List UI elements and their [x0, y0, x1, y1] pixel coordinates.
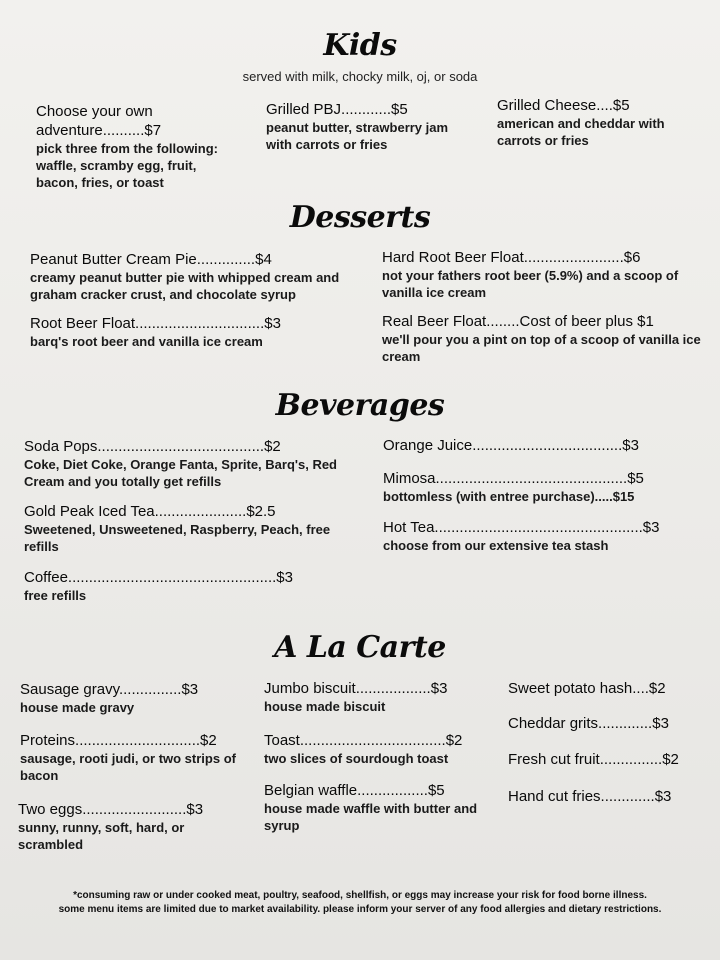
item-desc: barq's root beer and vanilla ice cream [30, 334, 263, 349]
item-name: Sweet potato hash....$2 [508, 680, 666, 697]
item-desc: pick three from the following: waffle, scramby egg, fruit, bacon, fries, or toast [36, 141, 219, 190]
menu-item [264, 781, 489, 834]
menu-item [266, 100, 466, 153]
menu-item [36, 102, 236, 191]
item-desc: sunny, runny, soft, hard, or scrambled [18, 820, 185, 852]
item-desc: Sweetened, Unsweetened, Raspberry, Peach, free refills [24, 522, 331, 554]
item-name: Real Beer Float........Cost of beer plus $1 [382, 313, 654, 330]
menu-item [264, 679, 489, 715]
item-name: Peanut Butter Cream Pie..............$4 [30, 251, 272, 268]
item-name: Cheddar grits.............$3 [508, 715, 669, 732]
item-name: Orange Juice....................................$3 [383, 437, 639, 454]
menu-item [24, 568, 324, 604]
item-name: Soda Pops........................................$2 [24, 438, 281, 455]
item-desc: house made gravy [20, 700, 135, 715]
item-name: Gold Peak Iced Tea......................$2.5 [24, 503, 276, 520]
kids-heading: Kids [323, 28, 397, 63]
item-name: Hot Tea..................................................$3 [383, 519, 660, 536]
item-name: Coffee..................................................$3 [24, 569, 293, 586]
menu-item [508, 787, 708, 806]
item-desc: we'll pour you a pint on top of a scoop of vanilla ice cream [382, 332, 701, 364]
menu-item [383, 469, 703, 505]
item-desc: creamy peanut butter pie with whipped cream and graham cracker crust, and chocolate syrup [30, 270, 340, 302]
menu-item [508, 679, 708, 698]
item-name: Jumbo biscuit..................$3 [264, 680, 448, 697]
footer-disclaimer: *consuming raw or under cooked meat, poultry, seafood, shellfish, or eggs may increase your risk for food borne illness. [73, 890, 647, 901]
item-name: Choose your own adventure..........$7 [36, 103, 162, 139]
item-name: Sausage gravy...............$3 [20, 681, 199, 698]
item-name: Grilled Cheese....$5 [497, 97, 630, 114]
item-desc: Coke, Diet Coke, Orange Fanta, Sprite, Barq's, Red Cream and you totally get refills [24, 457, 338, 489]
menu-item [24, 437, 354, 490]
footer-note: some menu items are limited due to market availability. please inform your server of any food allergies and dietary restrictions. [58, 904, 662, 915]
item-name: Hand cut fries.............$3 [508, 788, 672, 805]
menu-item [508, 714, 708, 733]
item-name: Proteins..............................$2 [20, 732, 217, 749]
item-desc: choose from our extensive tea stash [383, 538, 609, 553]
beverages-heading: Beverages [275, 388, 445, 423]
menu-item [24, 502, 359, 555]
item-desc: sausage, rooti judi, or two strips of bacon [20, 751, 236, 783]
item-desc: bottomless (with entree purchase).....$15 [383, 489, 635, 504]
menu-item [383, 518, 703, 554]
menu-item [20, 680, 245, 716]
alacarte-heading: A La Carte [274, 630, 446, 665]
item-name: Toast...................................$2 [264, 732, 463, 749]
item-name: Belgian waffle.................$5 [264, 782, 445, 799]
item-name: Fresh cut fruit...............$2 [508, 751, 679, 768]
menu-item [30, 314, 355, 350]
item-desc: not your fathers root beer (5.9%) and a scoop of vanilla ice cream [382, 268, 679, 300]
item-desc: house made biscuit [264, 699, 386, 714]
item-name: Grilled PBJ............$5 [266, 101, 408, 118]
item-desc: free refills [24, 588, 87, 603]
item-desc: house made waffle with butter and syrup [264, 801, 478, 833]
menu-item [508, 750, 708, 769]
menu-item [30, 250, 355, 303]
menu-item [382, 248, 702, 301]
item-desc: two slices of sourdough toast [264, 751, 449, 766]
item-name: Hard Root Beer Float........................$6 [382, 249, 641, 266]
menu-item [382, 312, 702, 365]
item-name: Root Beer Float...............................$3 [30, 315, 281, 332]
item-desc: peanut butter, strawberry jam with carrots or fries [266, 120, 449, 152]
item-desc: american and cheddar with carrots or fries [497, 116, 665, 148]
item-name: Two eggs.........................$3 [18, 801, 204, 818]
kids-subtitle: served with milk, chocky milk, oj, or soda [242, 69, 478, 84]
item-name: Mimosa..............................................$5 [383, 470, 644, 487]
menu-item [497, 96, 697, 149]
desserts-heading: Desserts [289, 200, 431, 235]
menu-item [18, 800, 228, 853]
menu-item [20, 731, 248, 784]
menu-item [383, 436, 703, 455]
menu-item [264, 731, 489, 767]
